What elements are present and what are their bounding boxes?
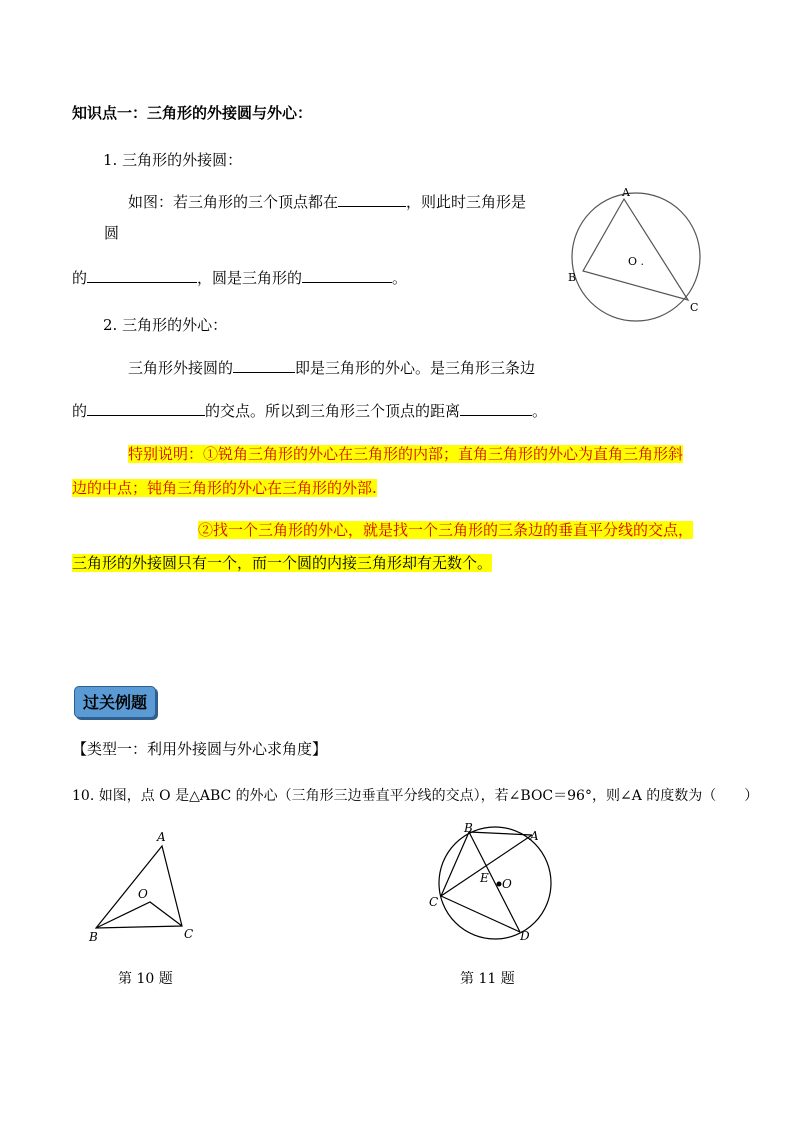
figure-10 — [84, 828, 204, 943]
item2-line2 — [72, 400, 547, 422]
label-c: C — [690, 301, 699, 314]
blank-4[interactable] — [233, 357, 295, 373]
chord-bd — [469, 832, 520, 932]
note1-line2-text: 边的中点；钝角三角形的外心在三角形的外部. — [72, 479, 377, 497]
section-title: 知识点一：三角形的外接圆与外心： — [72, 104, 313, 122]
item2-heading: 2. 三角形的外心： — [103, 316, 228, 334]
item1-heading: 1. 三角形的外接圆： — [103, 151, 243, 169]
item2-line1 — [128, 357, 535, 379]
label-o: O — [138, 887, 148, 901]
blank-5[interactable] — [87, 400, 205, 416]
item1-line3-text-a: 的 — [72, 269, 88, 287]
note2-line2-text: 三角形的外接圆只有一个，而一个圆的内接三角形却有无数个。 — [72, 554, 493, 572]
item1-line1-text-b: ，则此时三角形是 — [406, 193, 527, 211]
chord-ba — [469, 832, 532, 835]
triangle-abc — [583, 199, 688, 300]
figure-11 — [424, 820, 564, 945]
label-o: O — [502, 877, 512, 891]
label-b: B — [568, 271, 577, 284]
item2-line2-text-a: 的 — [72, 402, 88, 420]
question-10: 10. 如图，点 O 是△ABC 的外心（三角形三边垂直平分线的交点），若∠BOC＝96°，则∠A 的度数为（ ） — [72, 788, 759, 804]
note1-line1-text: 特别说明：①锐角三角形的外心在三角形的内部；直角三角形的外心为直角三角形斜 — [128, 445, 684, 463]
note1-line1 — [128, 443, 683, 465]
label-c: C — [429, 895, 439, 909]
blank-2[interactable] — [87, 267, 197, 283]
blank-6[interactable] — [460, 400, 532, 416]
item1-line2: 圆 — [104, 224, 120, 242]
label-d: D — [520, 929, 530, 943]
note2-line2 — [72, 552, 492, 574]
label-o: O . — [628, 255, 645, 268]
examples-badge: 过关例题 — [74, 686, 156, 718]
label-c: C — [184, 927, 194, 941]
figure-circle-triangle — [562, 185, 712, 325]
segments-bo-oc — [96, 902, 182, 928]
label-a: A — [622, 186, 630, 199]
figure-10-caption: 第 10 题 — [118, 971, 173, 987]
type-heading: 【类型一：利用外接圆与外心求角度】 — [72, 740, 328, 758]
item2-line2-text-c: 。 — [532, 402, 548, 420]
label-b: B — [89, 930, 98, 943]
item1-line1-text-a: 如图：若三角形的三个顶点都在 — [128, 193, 339, 211]
center-dot — [497, 882, 502, 887]
note2-line1-text: ②找一个三角形的外心，就是找一个三角形的三条边的垂直平分线的交点， — [198, 521, 694, 539]
item1-line3-text-c: 。 — [392, 269, 408, 287]
note2-line1 — [198, 519, 693, 541]
item1-line3 — [72, 267, 407, 289]
label-a: A — [157, 830, 166, 844]
label-a: A — [530, 829, 539, 843]
item2-line2-text-b: 的交点。所以到三角形三个顶点的距离 — [205, 402, 461, 420]
item2-line1-text-a: 三角形外接圆的 — [128, 359, 234, 377]
item1-line1 — [128, 191, 526, 213]
label-e: E — [480, 871, 489, 885]
item2-line1-text-b: 即是三角形的外心。是三角形三条边 — [295, 359, 536, 377]
note1-line2 — [72, 477, 377, 499]
item1-line3-text-b: ，圆是三角形的 — [197, 269, 303, 287]
figure-11-caption: 第 11 题 — [460, 971, 515, 987]
blank-1[interactable] — [338, 191, 406, 207]
label-b: B — [464, 821, 473, 835]
blank-3[interactable] — [302, 267, 392, 283]
